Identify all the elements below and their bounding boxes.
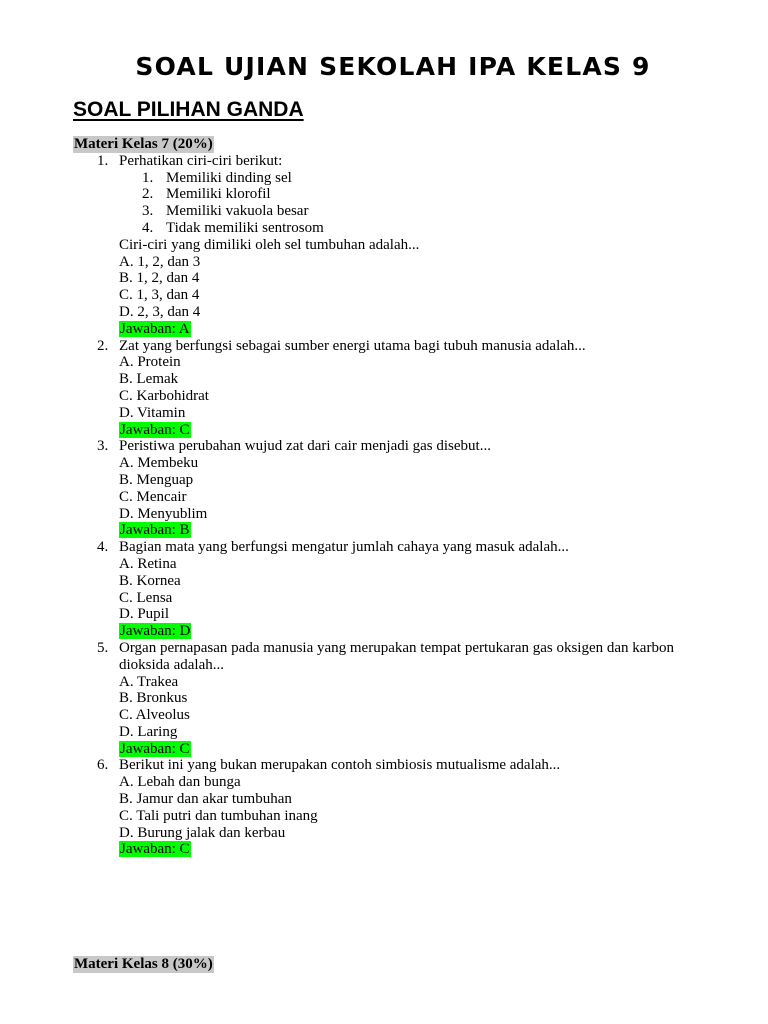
option-b: B. Lemak bbox=[119, 371, 179, 388]
item-text: Tidak memiliki sentrosom bbox=[166, 219, 324, 236]
document-body bbox=[0, 136, 768, 973]
question-text: Perhatikan ciri-ciri berikut: bbox=[119, 152, 283, 169]
option-d: D. Pupil bbox=[119, 606, 170, 623]
question-text: Organ pernapasan pada manusia yang merupakan tempat pertukaran gas oksigen dan karbon dioksida adalah... bbox=[119, 639, 674, 673]
question-6 bbox=[0, 757, 768, 858]
option-b: B. Bronkus bbox=[119, 690, 188, 707]
option-a: A. 1, 2, dan 3 bbox=[119, 253, 201, 270]
materi-heading-kelas-7: Materi Kelas 7 (20%) bbox=[74, 136, 213, 152]
option-a: A. Retina bbox=[119, 555, 177, 572]
question-text: Bagian mata yang berfungsi mengatur jumlah cahaya yang masuk adalah... bbox=[119, 539, 569, 556]
option-a: A. Protein bbox=[119, 354, 181, 371]
answer-key: Jawaban: C bbox=[120, 421, 190, 438]
question-number: 5. bbox=[97, 639, 109, 656]
option-a: A. Trakea bbox=[119, 673, 179, 690]
option-c: C. Alveolus bbox=[119, 707, 190, 724]
option-b: B. Jamur dan akar tumbuhan bbox=[119, 791, 292, 808]
question-number: 6. bbox=[97, 757, 109, 774]
option-c: C. Tali putri dan tumbuhan inang bbox=[119, 807, 318, 824]
question-1 bbox=[0, 153, 768, 338]
option-c: C. Mencair bbox=[119, 488, 187, 505]
option-d: D. Menyublim bbox=[119, 505, 208, 522]
option-c: C. Lensa bbox=[119, 589, 173, 606]
question-text: Zat yang berfungsi sebagai sumber energi utama bagi tubuh manusia adalah... bbox=[119, 337, 586, 354]
option-c: C. Karbohidrat bbox=[119, 387, 209, 404]
question-number: 2. bbox=[97, 337, 109, 354]
question-stem: Ciri-ciri yang dimiliki oleh sel tumbuhan adalah... bbox=[119, 236, 420, 253]
item-number: 3. bbox=[142, 203, 154, 220]
item-number: 4. bbox=[142, 219, 154, 236]
option-b: B. Kornea bbox=[119, 572, 181, 589]
question-number: 4. bbox=[97, 539, 109, 556]
section-title: SOAL PILIHAN GANDA bbox=[73, 98, 304, 121]
item-text: Memiliki vakuola besar bbox=[166, 203, 309, 220]
item-number: 1. bbox=[142, 169, 154, 186]
question-text: Peristiwa perubahan wujud zat dari cair menjadi gas disebut... bbox=[119, 438, 491, 455]
answer-key: Jawaban: C bbox=[120, 740, 190, 757]
answer-key: Jawaban: D bbox=[120, 623, 191, 640]
answer-key: Jawaban: B bbox=[120, 522, 190, 539]
item-number: 2. bbox=[142, 186, 154, 203]
item-text: Memiliki dinding sel bbox=[166, 169, 292, 186]
question-5 bbox=[0, 640, 768, 758]
question-number: 3. bbox=[97, 438, 109, 455]
option-d: D. Burung jalak dan kerbau bbox=[119, 824, 286, 841]
document-title: SOAL UJIAN SEKOLAH IPA KELAS 9 bbox=[135, 52, 651, 81]
option-d: D. 2, 3, dan 4 bbox=[119, 303, 201, 320]
option-b: B. 1, 2, dan 4 bbox=[119, 270, 200, 287]
item-text: Memiliki klorofil bbox=[166, 186, 271, 203]
question-4 bbox=[0, 539, 768, 640]
option-d: D. Laring bbox=[119, 723, 178, 740]
question-number: 1. bbox=[97, 152, 109, 169]
question-text: Berikut ini yang bukan merupakan contoh simbiosis mutualisme adalah... bbox=[119, 757, 561, 774]
option-c: C. 1, 3, dan 4 bbox=[119, 287, 200, 304]
materi-heading-kelas-8: Materi Kelas 8 (30%) bbox=[74, 956, 213, 973]
question-2 bbox=[0, 338, 768, 439]
option-b: B. Menguap bbox=[119, 471, 194, 488]
question-3 bbox=[0, 438, 768, 539]
blank-space bbox=[0, 858, 768, 956]
option-a: A. Membeku bbox=[119, 455, 199, 472]
answer-key: Jawaban: C bbox=[120, 841, 190, 858]
option-d: D. Vitamin bbox=[119, 404, 186, 421]
answer-key: Jawaban: A bbox=[120, 320, 190, 337]
option-a: A. Lebah dan bunga bbox=[119, 774, 241, 791]
